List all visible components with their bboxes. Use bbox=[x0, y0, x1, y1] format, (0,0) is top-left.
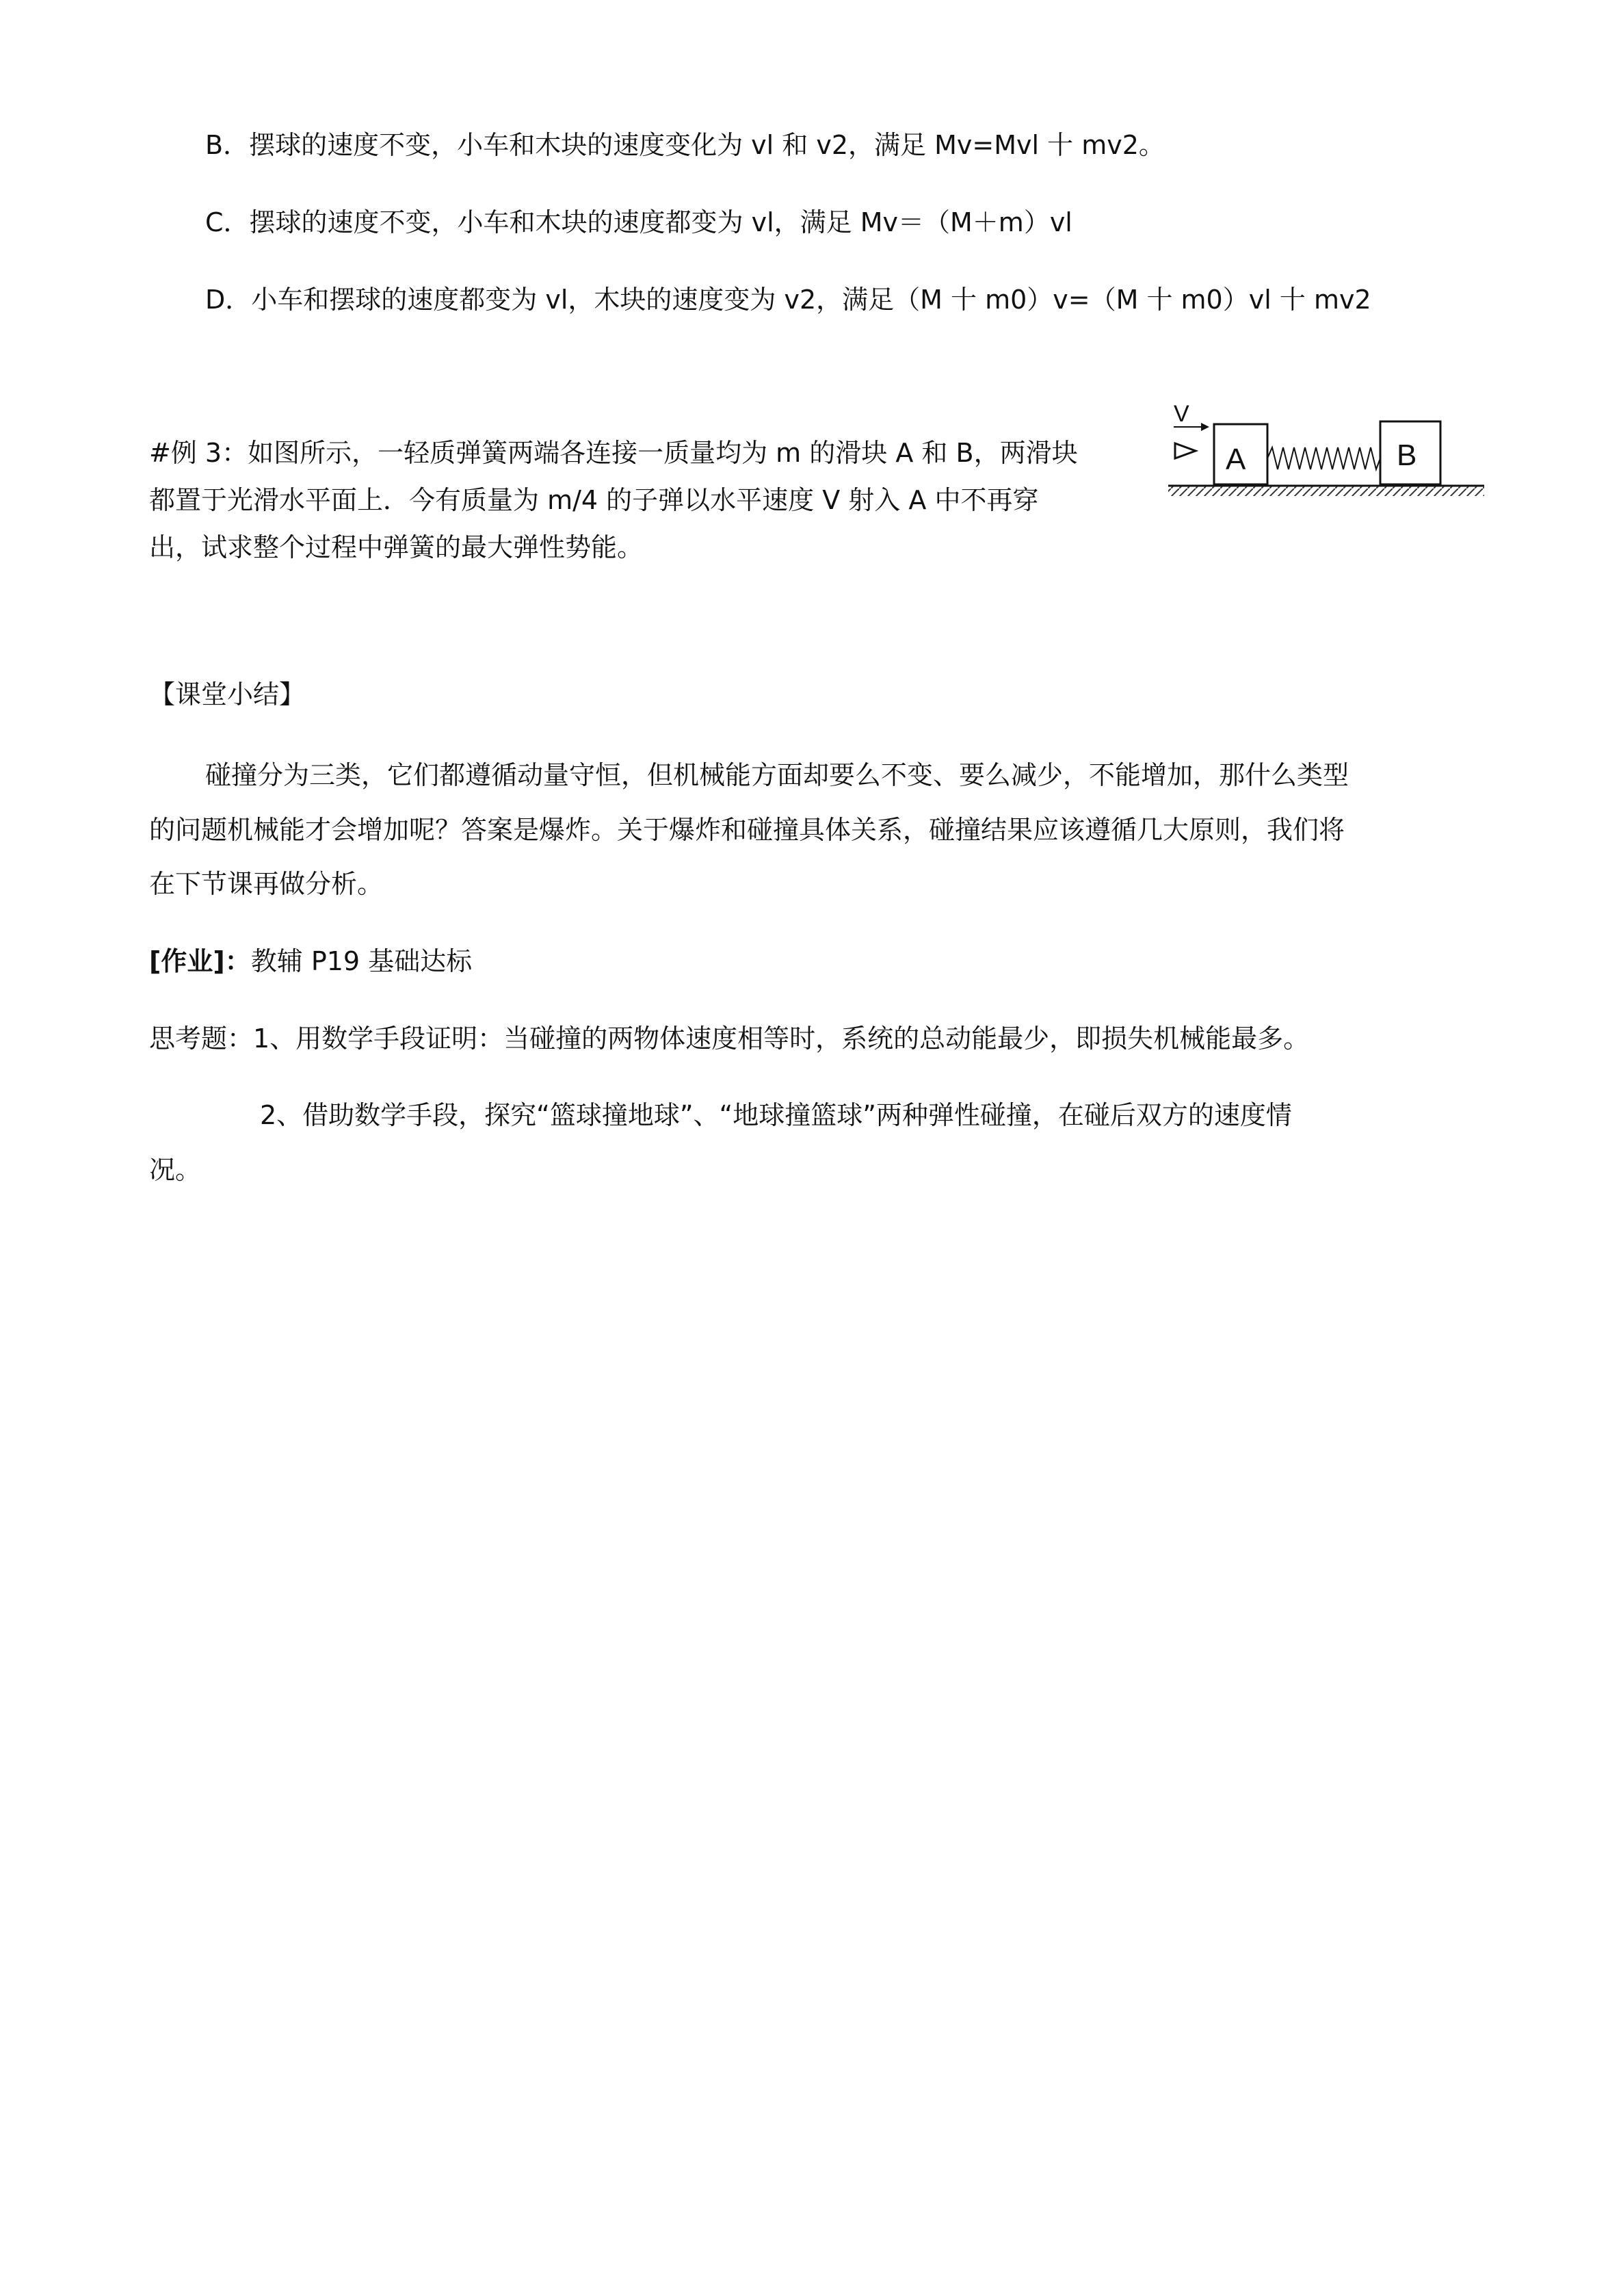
example3-line3: 出，试求整个过程中弹簧的最大弹性势能。 bbox=[149, 532, 644, 562]
block-b-label: B bbox=[1397, 439, 1417, 472]
bullet bbox=[1175, 443, 1196, 458]
summary-line3: 在下节课再做分析。 bbox=[149, 869, 384, 899]
summary-heading: 【课堂小结】 bbox=[149, 679, 306, 709]
example3-line2: 都置于光滑水平面上．今有质量为 m/4 的子弹以水平速度 V 射入 A 中不再穿 bbox=[149, 485, 1039, 515]
block-a-label: A bbox=[1226, 443, 1246, 476]
thinking-q2-line1: 2、借助数学手段，探究“篮球撞地球”、“地球撞篮球”两种弹性碰撞，在碰后双方的速度情 bbox=[260, 1100, 1292, 1130]
summary-line2: 的问题机械能才会增加呢？答案是爆炸。关于爆炸和碰撞具体关系，碰撞结果应该遵循几大原则，我们将 bbox=[149, 815, 1345, 845]
spring-blocks-figure bbox=[1163, 390, 1491, 513]
option-d: D．小车和摆球的速度都变为 vl，木块的速度变为 v2，满足（M 十 m0）v=（M 十 m0）vl 十 mv2 bbox=[205, 285, 1371, 315]
velocity-arrow-head bbox=[1201, 423, 1209, 431]
thinking-q1: 思考题：1、用数学手段证明：当碰撞的两物体速度相等时，系统的总动能最少，即损失机械能最多。 bbox=[149, 1023, 1310, 1054]
velocity-label: V bbox=[1174, 401, 1189, 427]
thinking-q2-line2: 况。 bbox=[149, 1155, 202, 1185]
example3-line1: #例 3：如图所示，一轻质弹簧两端各连接一质量均为 m 的滑块 A 和 B，两滑块 bbox=[149, 438, 1078, 468]
ground-hatch bbox=[1168, 486, 1484, 496]
option-c: C．摆球的速度不变，小车和木块的速度都变为 vl，满足 Mv＝（M＋m）vl bbox=[205, 207, 1072, 237]
homework bbox=[149, 941, 472, 982]
summary-line1: 碰撞分为三类，它们都遵循动量守恒，但机械能方面却要么不变、要么减少，不能增加，那什么类型 bbox=[205, 760, 1349, 790]
homework-label: [作业]： bbox=[149, 946, 251, 976]
homework-text: 教辅 P19 基础达标 bbox=[250, 946, 473, 976]
option-b: B．摆球的速度不变，小车和木块的速度变化为 vl 和 v2，满足 Mv=Mvl 十 mv2。 bbox=[205, 130, 1165, 160]
spring bbox=[1267, 447, 1380, 469]
